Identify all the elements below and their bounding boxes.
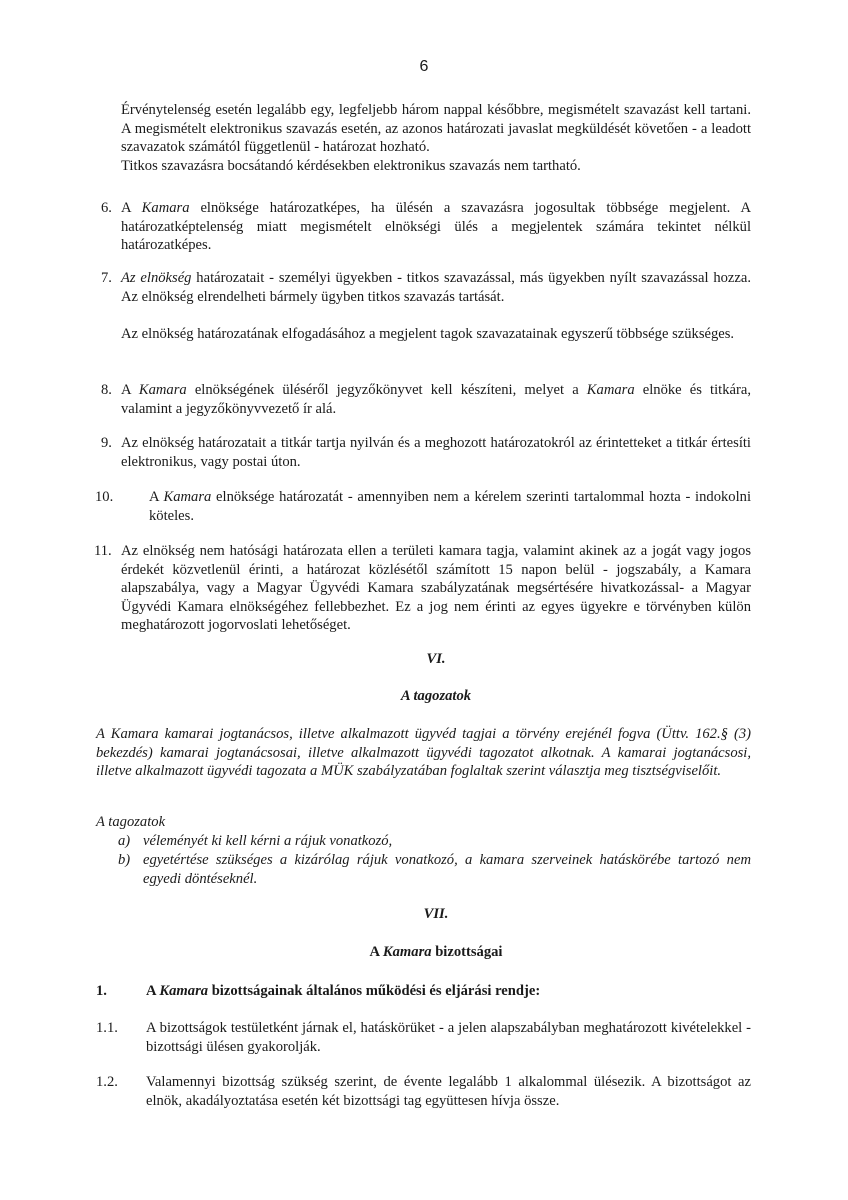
item-number: 8. — [101, 382, 112, 398]
paragraph-invalid-vote: Érvénytelenség esetén legalább egy, legfeljebb három nappal későbbre, megismételt szavazást kell tartani. A megismételt elektronikus szavazás esetén, az azonos határozati javaslat megküldését követően - a leadott szavazatok számától függetlenül - határozat hozható. — [121, 102, 751, 156]
item-number: 7. — [101, 270, 112, 286]
list-item: 6. A Kamara elnöksége határozatképes, ha ülésén a szavazásra jogosultak többsége megjelent. A határozatképtelenség miatt megismételt elnökségi ülés a megjelentek számára tekintet nélkül határozatképes. — [101, 200, 751, 254]
section-title: A tagozatok — [400, 688, 472, 704]
paragraph-secret-vote: Titkos szavazásra bocsátandó kérdésekben elektronikus szavazás nem tartható. — [121, 158, 581, 174]
list-item: 10. A Kamara elnöksége határozatát - amennyiben nem a kérelem szerinti tartalommal hozta - indokolni köteles. — [95, 489, 751, 524]
list-item: 7. Az elnökség határozatait - személyi ügyekben - titkos szavazással, más ügyekben nyílt szavazással hozza. Az elnökség elrendelheti bármely ügyben titkos szavazás tartását. — [101, 270, 751, 305]
item-number: 10. — [95, 489, 114, 505]
list-item: 1.2. Valamennyi bizottság szükség szerint, de évente legalább 1 alkalommal ülésezik. A bizottságot az elnök, akadályoztatása esetén két bizottsági tag együttesen hívja össze. — [96, 1074, 751, 1109]
subsection-heading: 1. A Kamara bizottságainak általános működési és eljárási rendje: — [96, 983, 541, 999]
list-item: 9. Az elnökség határozatait a titkár tartja nyilván és a meghozott határozatokról az érintetteket a titkár értesíti elektronikus, vagy postai úton. — [101, 435, 751, 470]
section-title: A Kamara bizottságai — [369, 944, 503, 960]
subsection-lead: A tagozatok — [96, 814, 166, 830]
list-item: 8. A Kamara elnökségének üléséről jegyzőkönyvet kell készíteni, melyet a Kamara elnöke és titkára, valamint a jegyzőkönyvvezető ír alá. — [101, 382, 751, 417]
list-item: 11. Az elnökség nem hatósági határozata ellen a területi kamara tagja, valamint akinek az a jogát vagy jogos érdekét közvetlenül érinti, a határozat közlésétől számított 15 napon belül - jogszabály, a Kamara alapszabálya, vagy a Magyar Ügyvédi Kamara szabályzatának megsértésére hivatkozással- a Magyar Ügyvédi Kamara elnökségéhez fellebbezhet. Ez a jog nem érinti az egyes ügyekre e törvényben külön meghatározott jogorvoslati lehetőséget. — [94, 543, 751, 634]
item-number: 6. — [101, 200, 112, 216]
section-roman-numeral: VI. — [426, 651, 446, 667]
page-number: 6 — [419, 58, 429, 75]
section-paragraph: A Kamara kamarai jogtanácsos, illetve alkalmazott ügyvéd tagjai a törvény erejénél fogva (Üttv. 162.§ (3) bekezdés) kamarai jogtanácsosai, illetve alkalmazott ügyvédi tagozatot alkotnak. A kamarai jogtanácsosi, illetve alkalmazott ügyvédi tagozata a MÜK szabályzatában foglaltak szerint választja meg tisztségviselőit. — [96, 726, 751, 780]
list-item: b) egyetértése szükséges a kizárólag rájuk vonatkozó, a kamara szerveinek hatáskörébe tartozó nem egyedi döntéseknél. — [118, 852, 751, 887]
item-number: 11. — [94, 543, 112, 559]
item-number: 9. — [101, 435, 112, 451]
list-item: 1.1. A bizottságok testületként járnak el, hatáskörüket - a jelen alapszabályban meghatározott kivételekkel - bizottsági ülésen gyakorolják. — [96, 1020, 751, 1055]
list-item: Az elnökség határozatának elfogadásához a megjelent tagok szavazatainak egyszerű többsége szükséges. — [121, 326, 735, 342]
section-roman-numeral: VII. — [423, 906, 449, 922]
list-item: a) véleményét ki kell kérni a rájuk vonatkozó, — [118, 833, 393, 849]
